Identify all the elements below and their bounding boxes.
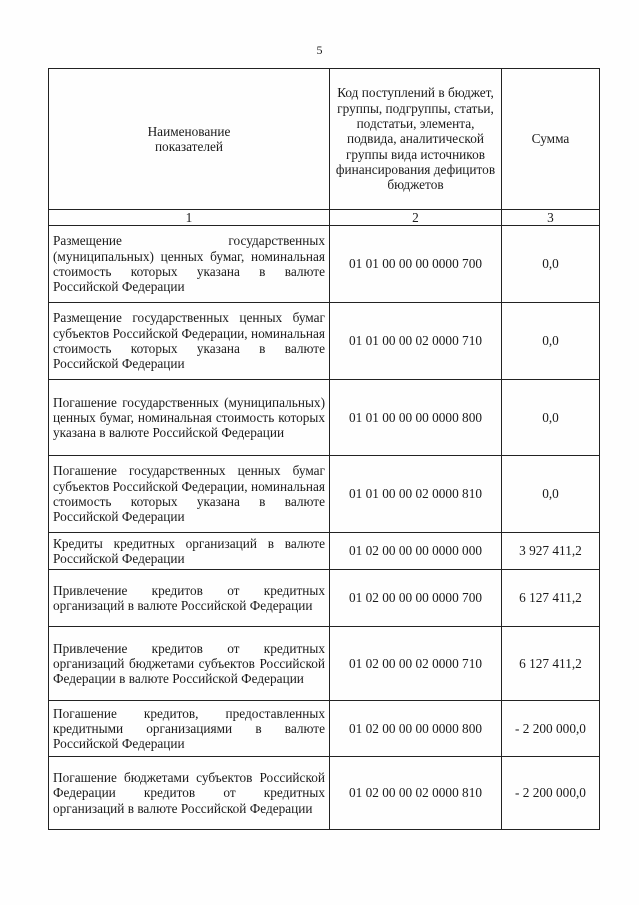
- header-name-text: Наименование показателей: [147, 123, 231, 154]
- row-name: Погашение государственных ценных бумаг субъектов Российской Федерации, номинальная стоимость которых указана в валюте Российской Федерации: [49, 456, 330, 533]
- table-row: [49, 303, 600, 380]
- row-amount: 6 127 411,2: [502, 570, 600, 627]
- column-number: 3: [502, 210, 600, 226]
- column-number: 2: [330, 210, 502, 226]
- row-name: Размещение государственных (муниципальных) ценных бумаг, номинальная стоимость которых указана в валюте Российской Федерации: [49, 226, 330, 303]
- row-code: 01 01 00 00 02 0000 710: [330, 303, 502, 380]
- row-name: Размещение государственных ценных бумаг субъектов Российской Федерации, номинальная стоимость которых указана в валюте Российской Федерации: [49, 303, 330, 380]
- row-code: 01 02 00 00 00 0000 000: [330, 533, 502, 570]
- table-row: [49, 701, 600, 757]
- row-code: 01 02 00 00 00 0000 800: [330, 701, 502, 757]
- header-row: [49, 69, 600, 210]
- row-amount: 6 127 411,2: [502, 627, 600, 701]
- row-name: Привлечение кредитов от кредитных организаций в валюте Российской Федерации: [49, 570, 330, 627]
- row-name: Погашение государственных (муниципальных) ценных бумаг, номинальная стоимость которых указана в валюте Российской Федерации: [49, 380, 330, 456]
- row-code: 01 02 00 00 02 0000 810: [330, 757, 502, 830]
- header-amount: Сумма: [502, 69, 600, 210]
- table-row: [49, 570, 600, 627]
- row-amount: 3 927 411,2: [502, 533, 600, 570]
- row-code: 01 01 00 00 00 0000 800: [330, 380, 502, 456]
- header-code: Код поступлений в бюджет, группы, подгруппы, статьи, подстатьи, элемента, подвида, аналитической группы вида источников финансирования дефицитов бюджетов: [330, 69, 502, 210]
- row-name: Погашение бюджетами субъектов Российской Федерации кредитов от кредитных организаций в валюте Российской Федерации: [49, 757, 330, 830]
- column-number: 1: [49, 210, 330, 226]
- row-amount: - 2 200 000,0: [502, 757, 600, 830]
- row-amount: 0,0: [502, 456, 600, 533]
- row-code: 01 01 00 00 02 0000 810: [330, 456, 502, 533]
- header-name: [49, 69, 330, 210]
- table-row: [49, 380, 600, 456]
- budget-sources-table: [48, 68, 600, 830]
- page-number: 5: [316, 43, 323, 57]
- table-row: [49, 226, 600, 303]
- row-name: Привлечение кредитов от кредитных организаций бюджетами субъектов Российской Федерации в валюте Российской Федерации: [49, 627, 330, 701]
- row-name: Погашение кредитов, предоставленных кредитными организациями в валюте Российской Федерации: [49, 701, 330, 757]
- row-amount: 0,0: [502, 380, 600, 456]
- row-code: 01 02 00 00 00 0000 700: [330, 570, 502, 627]
- row-name: Кредиты кредитных организаций в валюте Российской Федерации: [49, 533, 330, 570]
- row-code: 01 01 00 00 00 0000 700: [330, 226, 502, 303]
- row-amount: 0,0: [502, 303, 600, 380]
- row-amount: 0,0: [502, 226, 600, 303]
- table-row: [49, 533, 600, 570]
- table-row: [49, 456, 600, 533]
- table-row: [49, 757, 600, 830]
- row-amount: - 2 200 000,0: [502, 701, 600, 757]
- table-row: [49, 627, 600, 701]
- row-code: 01 02 00 00 02 0000 710: [330, 627, 502, 701]
- column-numbering-row: [49, 210, 600, 226]
